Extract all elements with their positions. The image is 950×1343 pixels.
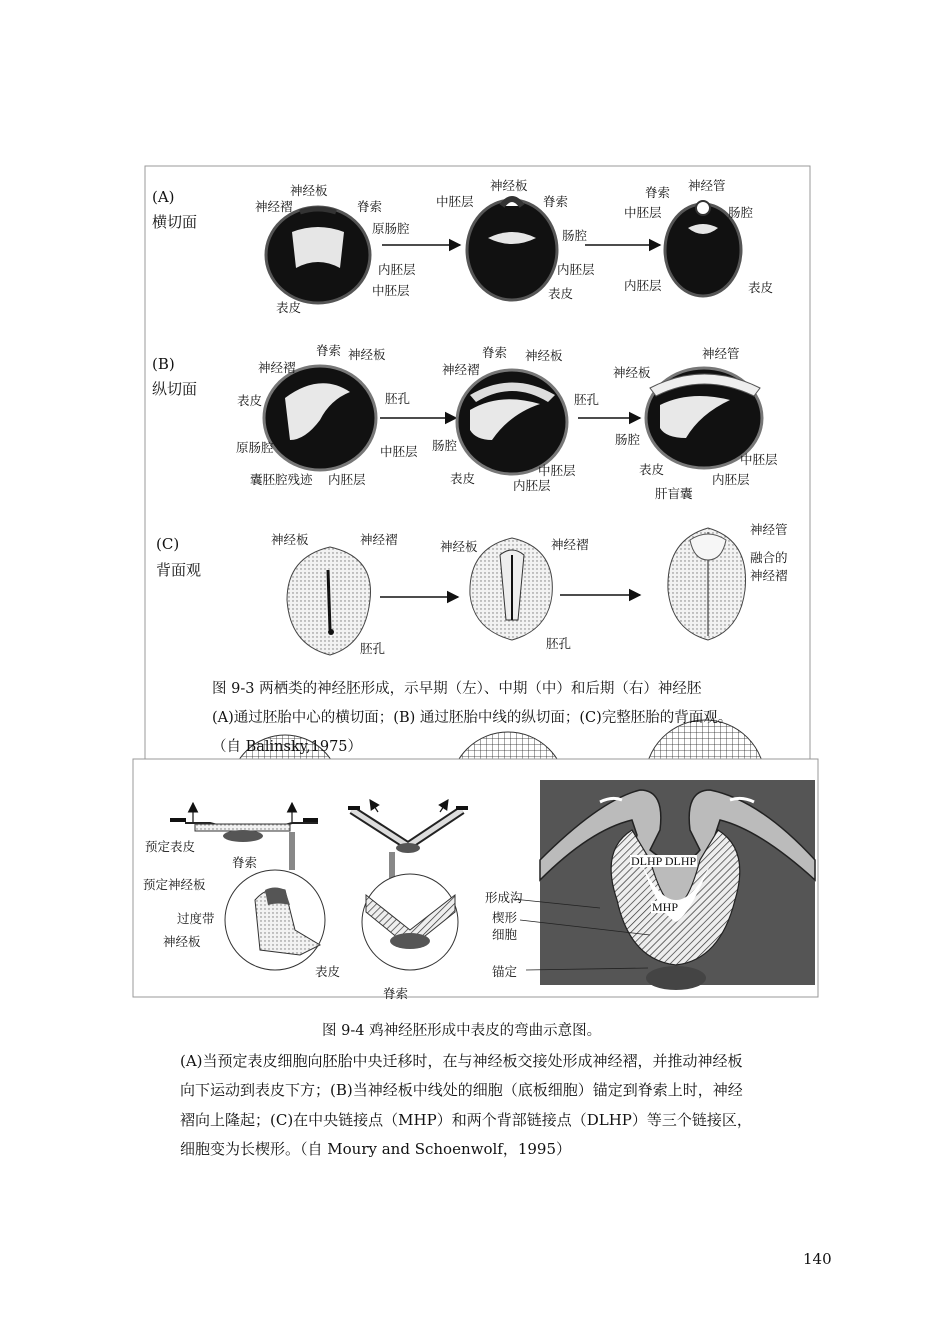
label: 神经褶 [255,199,293,214]
label: 肠腔 [432,438,458,453]
label: 神经管 [688,178,726,193]
label: 神经板 [163,934,201,949]
panel-c-letter: (C) [156,535,180,553]
figure-9-3-caption-line3: （自 Balinsky,1975） [212,739,363,755]
label: 神经褶 [258,360,296,375]
label: 内胚层 [513,478,551,493]
label: 中胚层 [436,194,474,209]
label: 细胞 [492,927,518,942]
label: 融合的 [750,550,788,565]
label: 神经板 [525,348,563,363]
label: 表皮 [748,280,774,295]
label: 内胚层 [557,262,595,277]
label: 神经褶 [750,568,788,583]
label: 神经褶 [360,532,398,547]
label: 表皮 [639,462,665,477]
label: 胚孔 [574,392,600,407]
label: 脊索 [232,855,258,870]
label: 内胚层 [712,472,750,487]
label: 神经板 [348,347,386,362]
label: 神经板 [290,183,328,198]
label: 表皮 [315,964,341,979]
label: DLHP DLHP [631,854,697,868]
label: 胚孔 [360,641,386,656]
label: 神经管 [702,346,740,361]
label: 楔形 [492,910,518,925]
label: 内胚层 [624,278,662,293]
figure-9-4-caption-line: 向下运动到表皮下方；(B)当神经板中线处的细胞（底板细胞）锚定到脊索上时，神经 [180,1081,743,1099]
label: 中胚层 [624,205,662,220]
label: 脊索 [357,199,383,214]
panel-a-letter: (A) [152,188,175,206]
label: 中胚层 [380,444,418,459]
figure-9-4-caption-line: 细胞变为长楔形。（自 Moury and Schoenwolf，1995） [180,1140,572,1158]
part-c-drawing [540,780,815,990]
label: 内胚层 [378,262,416,277]
label: 神经板 [613,365,651,380]
label: 胚孔 [385,391,411,406]
label: 脊索 [482,345,508,360]
label: 表皮 [276,300,302,315]
label: 锚定 [492,964,518,979]
label: 神经板 [490,178,528,193]
label: 脊索 [543,194,569,209]
label: 形成沟 [485,890,523,905]
label: 中胚层 [538,463,576,478]
label: 肠腔 [562,228,588,243]
label: 神经褶 [442,362,480,377]
panel-c-title: 背面观 [156,561,202,579]
figure-9-4-caption-line: (A)当预定表皮细胞向胚胎中央迁移时，在与神经板交接处形成神经褶，并推动神经板 [180,1052,743,1070]
label: 中胚层 [740,452,778,467]
figure-9-3-caption-line1: 图 9-3 两栖类的神经胚形成，示早期（左）、中期（中）和后期（右）神经胚 [212,681,702,697]
label: 脊索 [316,343,342,358]
label: 神经板 [440,539,478,554]
figure-9-4-caption-title: 图 9-4 鸡神经胚形成中表皮的弯曲示意图。 [322,1023,602,1039]
label: 表皮 [237,393,263,408]
label: 过度带 [177,911,215,926]
label: 囊胚腔残迹 [250,472,313,487]
label: 肠腔 [728,205,754,220]
label: 肠腔 [615,432,641,447]
label: 神经板 [271,532,309,547]
label: 表皮 [548,286,574,301]
figure-9-4-caption-line: 褶向上隆起；(C)在中央链接点（MHP）和两个背部链接点（DLHP）等三个链接区， [180,1111,752,1129]
label: 脊索 [645,185,671,200]
label: 内胚层 [328,472,366,487]
label: 中胚层 [372,283,410,298]
label: 原肠腔 [236,440,274,455]
label: 脊索 [383,986,409,1001]
label: 预定表皮 [145,839,196,854]
label: 胚孔 [546,636,572,651]
panel-b-title: 纵切面 [152,380,198,398]
panel-a-title: 横切面 [152,213,198,231]
page-number: 140 [803,1250,832,1268]
label: 神经管 [750,522,788,537]
label: 原肠腔 [372,221,410,236]
label: MHP [652,900,679,914]
label: 神经褶 [551,537,589,552]
label: 肝盲囊 [655,486,693,501]
figure-9-3-caption-line2: (A)通过胚胎中心的横切面；(B) 通过胚胎中线的纵切面；(C)完整胚胎的背面观。 [212,710,733,726]
label: 预定神经板 [143,877,206,892]
label: 表皮 [450,471,476,486]
panel-b-letter: (B) [152,355,175,373]
